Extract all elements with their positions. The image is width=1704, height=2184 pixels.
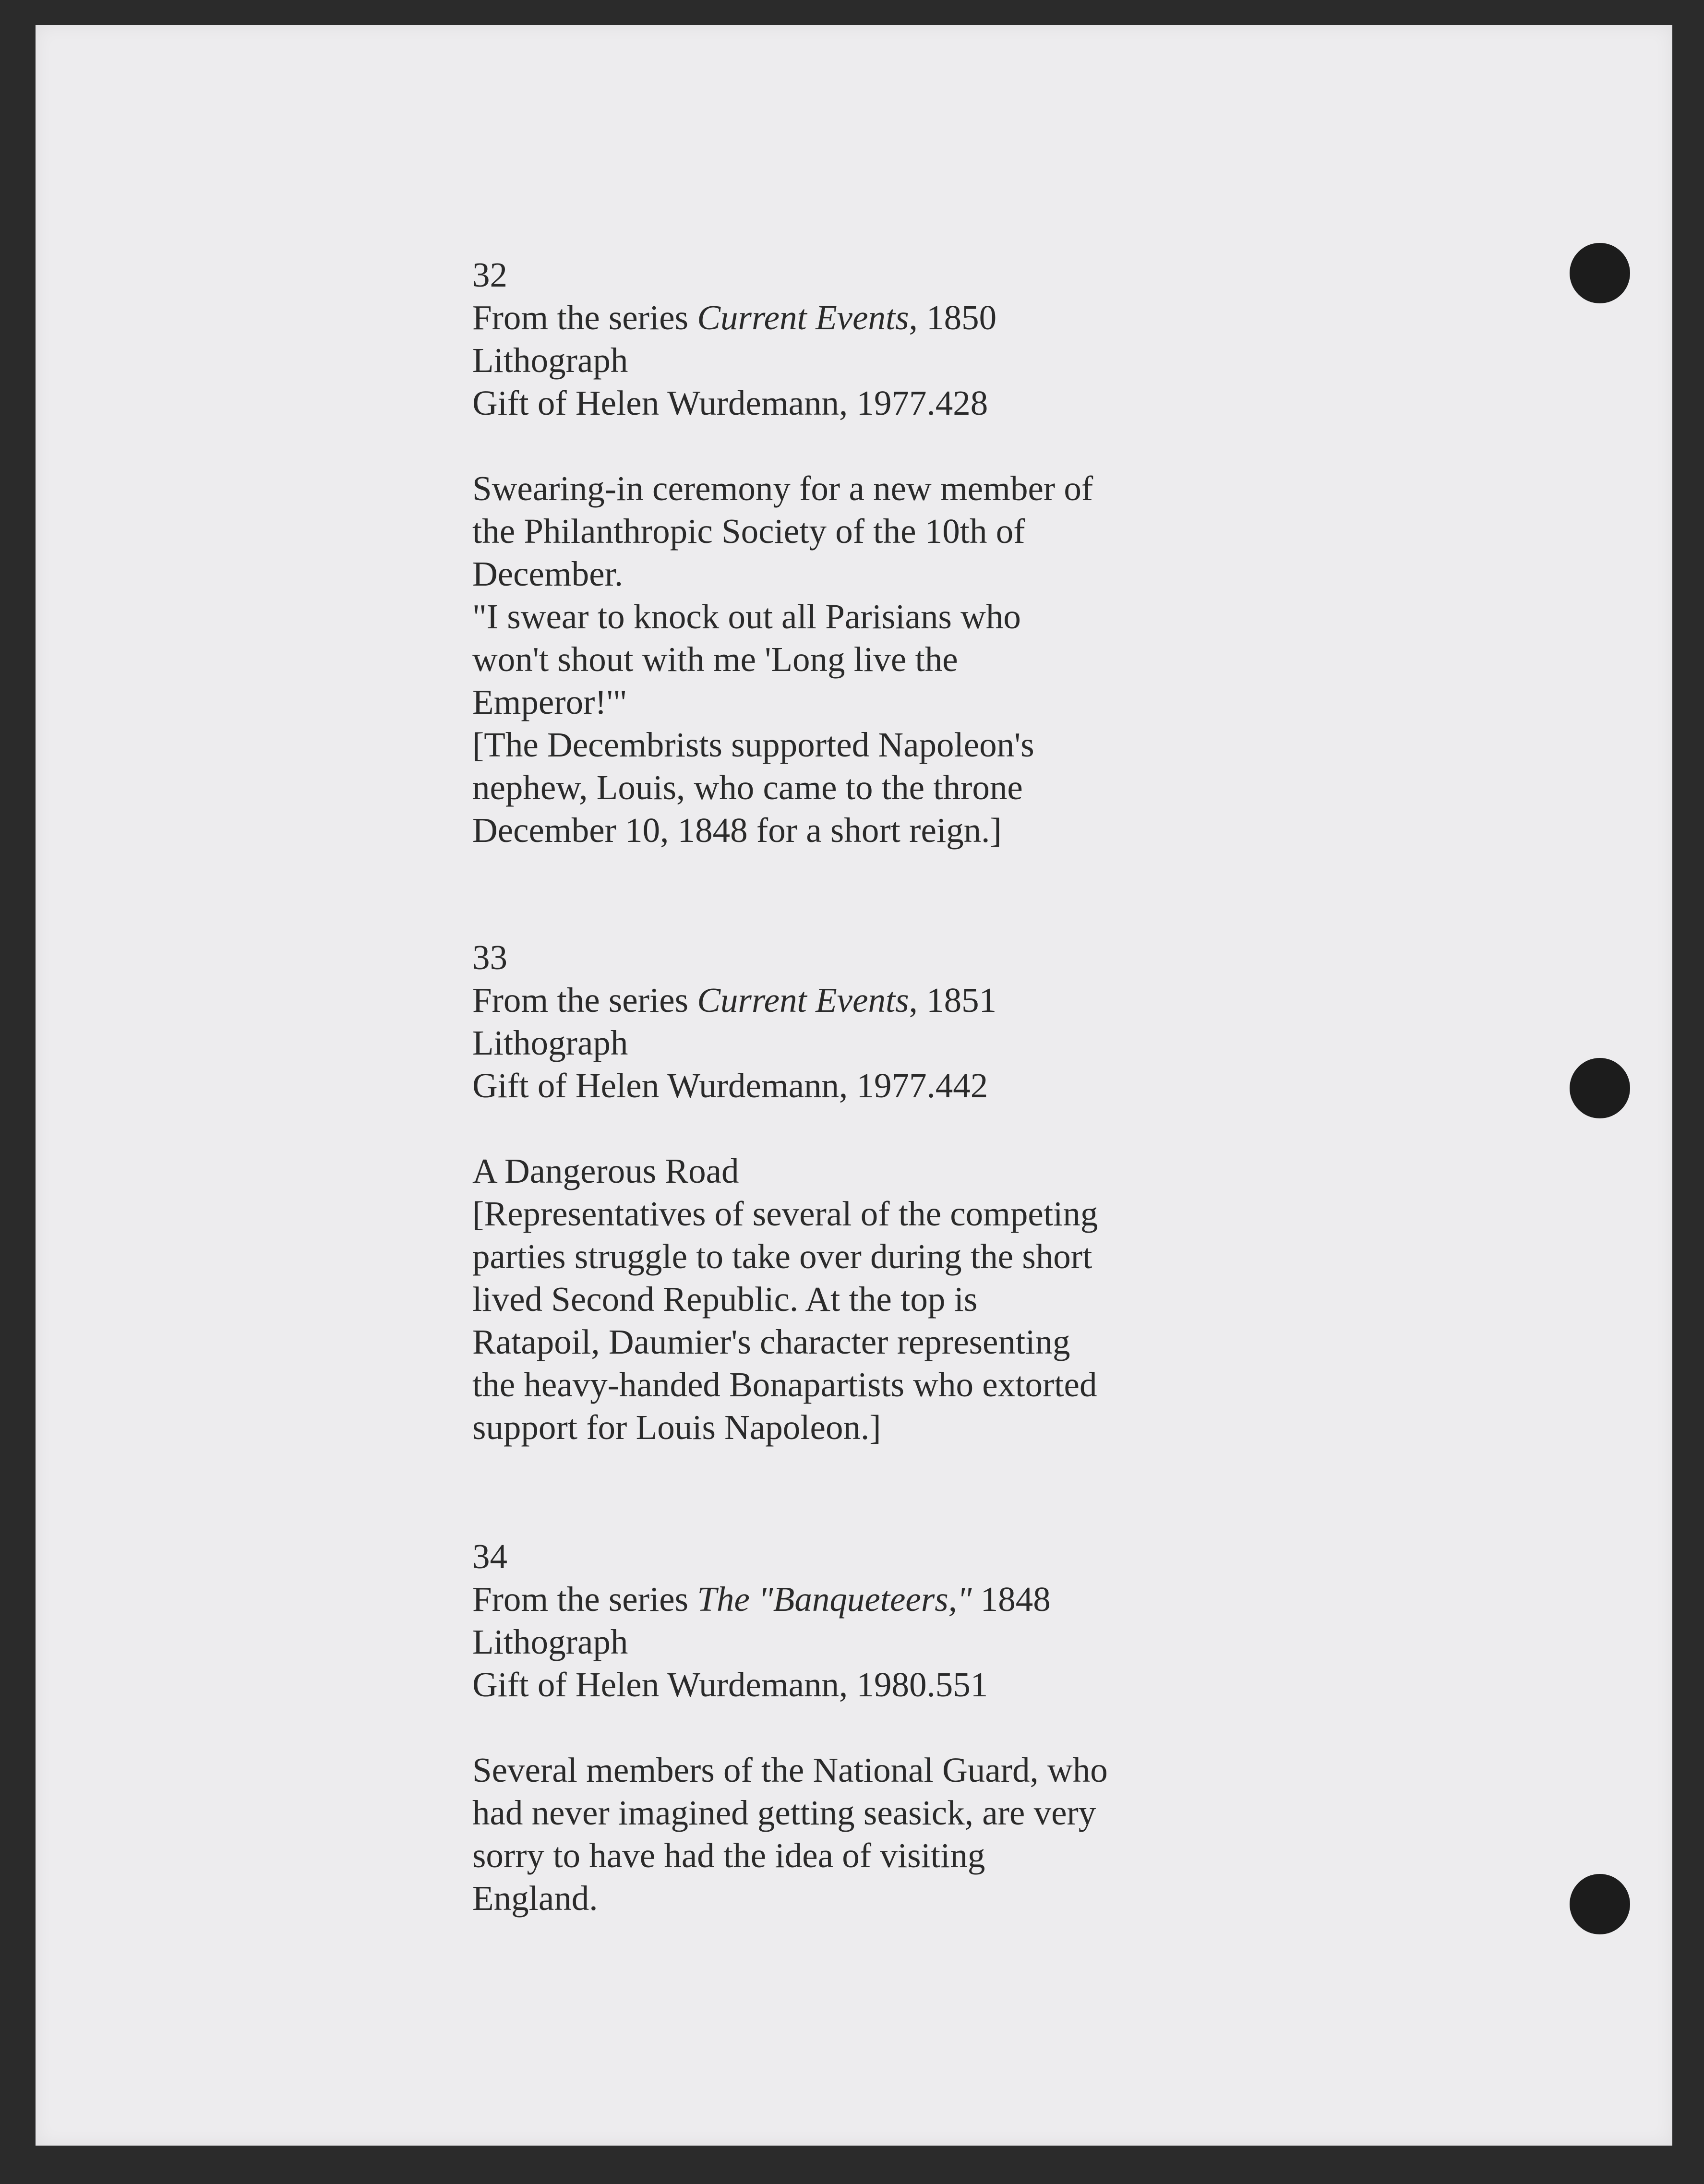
description-line: Ratapoil, Daumier's character representing <box>472 1322 1070 1361</box>
series-title: The "Banqueteers," <box>697 1580 972 1619</box>
description-line: the Philanthropic Society of the 10th of <box>472 512 1025 551</box>
description-line: parties struggle to take over during the short <box>472 1237 1092 1276</box>
entry-medium: Lithograph <box>472 341 628 380</box>
binder-hole-bottom <box>1570 1874 1630 1934</box>
series-year: , 1851 <box>909 981 997 1020</box>
description-line: sorry to have had the idea of visiting <box>472 1836 985 1875</box>
description-line: Emperor!'" <box>472 683 627 721</box>
series-year: 1848 <box>972 1580 1051 1619</box>
entry-number: 33 <box>472 938 507 977</box>
description-line: [The Decembrists supported Napoleon's <box>472 725 1034 764</box>
entry-medium: Lithograph <box>472 1622 628 1661</box>
entry-credit: Gift of Helen Wurdemann, 1980.551 <box>472 1665 988 1704</box>
entry-series-line <box>472 296 1288 339</box>
entry-medium: Lithograph <box>472 1023 628 1062</box>
binder-hole-middle <box>1570 1058 1630 1118</box>
entry-series-line <box>472 1578 1288 1620</box>
series-prefix: From the series <box>472 298 697 337</box>
entry-number: 32 <box>472 255 507 294</box>
catalog-entry-34 <box>472 1535 1288 1920</box>
description-line: had never imagined getting seasick, are very <box>472 1793 1096 1832</box>
description-line: "I swear to knock out all Parisians who <box>472 597 1021 636</box>
description-line: lived Second Republic. At the top is <box>472 1280 978 1319</box>
series-prefix: From the series <box>472 981 697 1020</box>
entry-series-line <box>472 979 1288 1021</box>
description-line: nephew, Louis, who came to the throne <box>472 768 1023 807</box>
description-line: England. <box>472 1879 598 1918</box>
catalog-entry-33 <box>472 936 1288 1449</box>
description-line: the heavy-handed Bonapartists who extorted <box>472 1365 1097 1404</box>
series-prefix: From the series <box>472 1580 697 1619</box>
description-line: [Representatives of several of the competing <box>472 1194 1098 1233</box>
series-year: , 1850 <box>909 298 997 337</box>
description-line: Swearing-in ceremony for a new member of <box>472 469 1093 508</box>
description-line: A Dangerous Road <box>472 1152 739 1190</box>
catalog-entry-32 <box>472 253 1288 852</box>
entry-credit: Gift of Helen Wurdemann, 1977.442 <box>472 1066 988 1105</box>
description-line: Several members of the National Guard, who <box>472 1751 1108 1789</box>
entry-credit: Gift of Helen Wurdemann, 1977.428 <box>472 384 988 422</box>
description-line: support for Louis Napoleon.] <box>472 1408 881 1447</box>
series-title: Current Events <box>697 298 909 337</box>
description-line: December 10, 1848 for a short reign.] <box>472 811 1002 850</box>
entry-number: 34 <box>472 1537 507 1576</box>
description-line: won't shout with me 'Long live the <box>472 640 958 679</box>
description-line: December. <box>472 554 624 593</box>
series-title: Current Events <box>697 981 909 1020</box>
binder-hole-top <box>1570 243 1630 303</box>
